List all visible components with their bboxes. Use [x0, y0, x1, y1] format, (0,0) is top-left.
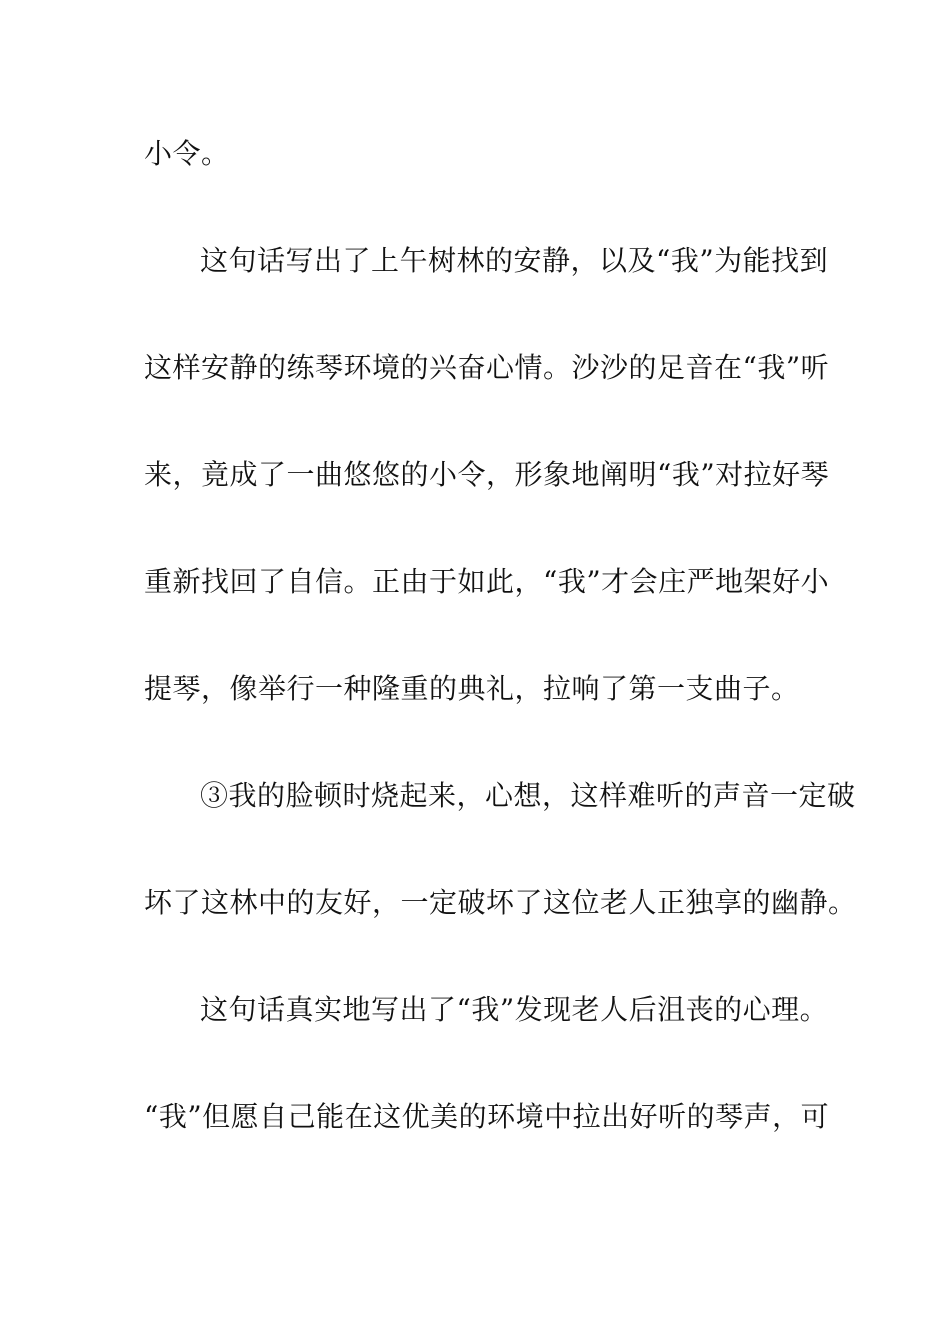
text-line: 小令。 — [144, 137, 230, 170]
text-line: 重新找回了自信。正由于如此，“我”才会庄严地架好小 — [144, 565, 830, 598]
text-line: “我”但愿自己能在这优美的环境中拉出好听的琴声，可 — [144, 1100, 830, 1133]
text-line: 提琴，像举行一种隆重的典礼，拉响了第一支曲子。 — [144, 672, 800, 705]
text-line: ③我的脸顿时烧起来，心想，这样难听的声音一定破 — [200, 779, 856, 812]
text-line: 这句话真实地写出了“我”发现老人后沮丧的心理。 — [200, 993, 829, 1026]
text-line: 这句话写出了上午树林的安静，以及“我”为能找到 — [200, 244, 829, 277]
text-line: 来，竟成了一曲悠悠的小令，形象地阐明“我”对拉好琴 — [144, 458, 830, 491]
text-line: 这样安静的练琴环境的兴奋心情。沙沙的足音在“我”听 — [144, 351, 830, 384]
text-line: 坏了这林中的友好，一定破坏了这位老人正独享的幽静。 — [144, 886, 857, 919]
